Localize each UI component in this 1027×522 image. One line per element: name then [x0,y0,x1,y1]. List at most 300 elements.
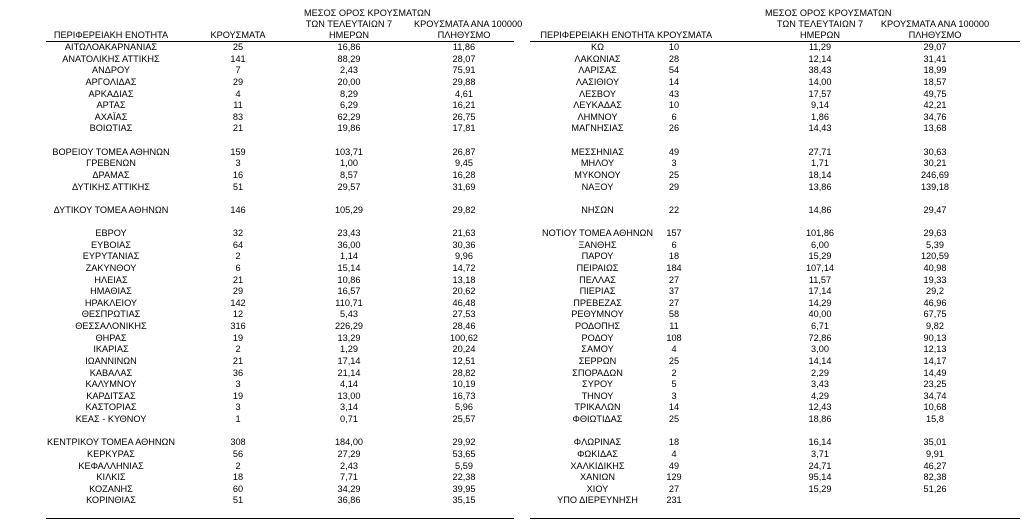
region-cell: ΦΛΩΡΙΝΑΣ [573,437,622,448]
per100k-cell: 40,98 [923,262,947,273]
table-row [46,309,514,321]
avg7-cell: 15,29 [808,483,832,494]
region-cell: ΦΘΙΩΤΙΔΑΣ [572,414,623,424]
cases-cell: 43 [668,88,680,99]
region-cell: ΧΑΝΙΩΝ [580,472,615,483]
per100k-cell: 28,82 [452,367,476,378]
cases-cell: 16 [232,169,244,180]
table-row [530,170,1020,182]
region-header: ΠΕΡΙΦΕΡΕΙΑΚΗ ΕΝΟΤΗΤΑ [53,30,169,40]
table-row [530,368,1020,380]
table-row [530,193,1020,205]
avg7-cell: 1,14 [340,251,358,262]
avg-header-line1: ΜΕΣΟΣ ΟΡΟΣ ΚΡΟΥΣΜΑΤΩΝ [304,8,431,18]
per100k-cell: 4,61 [455,88,473,99]
cases-cell: 37 [668,286,680,297]
table-row [530,402,1020,414]
table-row [530,100,1020,112]
per100k-cell: 27,53 [452,309,476,320]
cases-header: ΚΡΟΥΣΜΑΤΑ [210,30,266,40]
region-cell: ΛΕΣΒΟΥ [578,88,617,99]
region-cell: ΑΡΚΑΔΙΑΣ [88,88,134,99]
table-row [46,275,514,287]
region-cell: ΙΚΑΡΙΑΣ [93,344,129,355]
avg7-cell: 9,14 [811,100,829,111]
avg7-cell: 21,14 [337,367,361,378]
table-row [530,437,1020,449]
region-cell: ΧΑΛΚΙΔΙΚΗΣ [570,460,625,471]
table-row [530,286,1020,298]
cases-cell: 54 [668,65,680,76]
region-cell: ΘΕΣΠΡΩΤΙΑΣ [81,309,141,320]
cases-cell: 7 [235,65,241,76]
per100k-cell: 120,59 [920,251,950,262]
per100k-header-line2: ΠΛΗΘΥΣΜΟ [437,30,491,40]
region-cell: ΛΑΣΙΘΙΟΥ [575,76,620,87]
table-row [46,205,514,217]
avg7-cell: 62,29 [337,111,361,122]
table-row [46,216,514,228]
table-row [46,321,514,333]
avg7-cell: 2,29 [811,367,829,378]
avg-header-line2: ΤΩΝ ΤΕΛΕΥΤΑΙΩΝ 7 [305,19,393,29]
per100k-header-line2: ΠΛΗΘΥΣΜΟ [908,30,962,40]
avg7-cell: 95,14 [808,472,832,483]
avg-header-line3: ΗΜΕΡΩΝ [328,30,370,40]
region-cell: ΛΗΜΝΟΥ [577,111,618,122]
per100k-cell: 9,91 [926,448,944,459]
table-row [530,484,1020,496]
cases-cell: 11 [233,100,243,111]
table-row [530,298,1020,310]
table-row [46,240,514,252]
table-row [530,449,1020,461]
avg7-cell: 11,57 [808,274,832,285]
avg7-cell: 3,43 [811,379,829,390]
cases-cell: 32 [232,228,244,238]
avg7-cell: 0,71 [340,414,358,424]
table-row [46,112,514,124]
table-row [46,182,514,194]
table-row [530,77,1020,89]
avg7-cell: 14,29 [808,297,832,308]
cases-cell: 27 [668,483,680,494]
avg7-cell: 4,14 [340,379,358,390]
region-cell: ΝΟΤΙΟΥ ΤΟΜΕΑ ΑΘΗΝΩΝ [541,228,654,238]
cases-cell: 129 [666,472,682,483]
avg7-cell: 2,43 [340,65,358,76]
avg7-cell: 105,29 [334,204,364,215]
per100k-cell: 5,96 [455,402,473,413]
right-table [530,0,1020,506]
per100k-cell: 10,68 [923,402,947,413]
avg7-cell: 1,00 [340,158,358,169]
region-cell: ΚΑΣΤΟΡΙΑΣ [85,402,137,413]
table-row [46,426,514,438]
per100k-cell: 23,25 [923,379,947,390]
cases-cell: 51 [232,181,244,192]
per100k-cell: 13,18 [452,274,476,285]
cases-cell: 19 [232,390,244,401]
table-row [530,344,1020,356]
avg7-cell: 88,29 [337,53,361,64]
avg7-cell: 101,86 [805,228,835,238]
table-row [530,275,1020,287]
cases-cell: 3 [235,158,241,169]
table-row [530,182,1020,194]
avg7-cell: 14,86 [808,204,832,215]
table-row [46,158,514,170]
table-row [46,298,514,310]
table-row [46,495,514,507]
per100k-header-line1: ΚΡΟΥΣΜΑΤΑ ΑΝΑ 100000 [880,19,990,29]
avg7-cell: 3,71 [811,448,829,459]
per100k-cell: 20,62 [452,286,476,297]
avg7-cell: 24,71 [808,460,832,471]
cases-cell: 11 [669,321,679,331]
per100k-cell: 20,24 [452,344,476,355]
table-row [530,356,1020,368]
region-cell: ΣΕΡΡΩΝ [578,355,617,366]
per100k-cell: 30,21 [923,158,947,169]
avg7-cell: 17,14 [337,355,361,366]
cases-cell: 2 [235,251,241,262]
cases-cell: 3 [671,158,677,169]
per100k-cell: 90,13 [923,332,947,343]
per100k-cell: 53,65 [452,448,476,459]
per100k-cell: 25,57 [452,414,476,424]
per100k-cell: 46,27 [923,460,947,471]
avg7-cell: 10,86 [337,274,361,285]
per100k-cell: 11,86 [452,42,476,52]
left-table-header [46,0,523,42]
region-cell: ΠΑΡΟΥ [581,251,614,262]
table-row [46,147,514,159]
table-row [530,216,1020,228]
table-row [46,437,514,449]
cases-cell: 83 [232,111,244,122]
avg7-cell: 226,29 [334,321,364,331]
cases-cell: 5 [671,379,677,390]
region-cell: ΜΑΓΝΗΣΙΑΣ [571,123,624,134]
avg7-cell: 6,71 [811,321,829,331]
table-row [46,170,514,182]
bottom-rule [530,518,1020,519]
per100k-cell: 139,18 [920,181,950,192]
cases-cell: 29 [232,286,244,297]
region-cell: ΔΥΤΙΚΗΣ ΑΤΤΙΚΗΣ [72,181,150,192]
table-row [46,193,514,205]
per100k-cell: 17,81 [452,123,476,134]
left-table-body [46,42,514,507]
avg7-cell: 2,43 [340,460,358,471]
region-cell: ΣΠΟΡΑΔΩΝ [572,367,623,378]
avg7-cell: 19,86 [337,123,361,134]
avg7-cell: 29,57 [337,181,361,192]
table-row [46,368,514,380]
table-row [46,54,514,66]
per100k-cell: 30,63 [923,146,947,157]
region-cell: ΗΡΑΚΛΕΙΟΥ [84,297,138,308]
region-cell: ΝΗΣΩΝ [581,204,614,215]
per100k-cell: 26,75 [452,111,476,122]
avg7-cell: 16,86 [337,42,361,52]
region-cell: ΕΒΡΟΥ [95,228,127,238]
table-row [530,123,1020,135]
per100k-cell: 18,57 [923,76,947,87]
cases-cell: 14 [668,402,680,413]
per100k-cell: 12,51 [452,355,476,366]
avg7-cell: 27,29 [337,448,361,459]
table-row [46,77,514,89]
region-cell: ΠΙΕΡΙΑΣ [579,286,616,297]
table-row [530,89,1020,101]
avg7-cell: 36,86 [337,495,361,506]
per100k-cell: 49,75 [923,88,947,99]
table-row [46,135,514,147]
table-row [530,461,1020,473]
region-header: ΠΕΡΙΦΕΡΕΙΑΚΗ ΕΝΟΤΗΤΑ [540,30,655,40]
per100k-cell: 29,47 [923,204,947,215]
table-row [46,356,514,368]
region-cell: ΛΕΥΚΑΔΑΣ [573,100,622,111]
avg7-cell: 12,14 [808,53,832,64]
cases-cell: 10 [668,100,680,111]
per100k-cell: 26,87 [452,146,476,157]
region-cell: ΒΟΙΩΤΙΑΣ [89,123,133,134]
region-cell: ΛΑΚΩΝΙΑΣ [574,53,621,64]
cases-cell: 58 [668,309,680,320]
cases-cell: 49 [668,460,680,471]
avg7-cell: 1,29 [340,344,358,355]
region-cell: ΠΕΛΛΑΣ [579,274,616,285]
avg7-cell: 6,29 [340,100,358,111]
cases-cell: 184 [666,262,682,273]
region-cell: ΤΡΙΚΑΛΩΝ [574,402,621,413]
region-cell: ΡΟΔΟΥ [581,332,614,343]
right-table-header [530,0,1020,42]
cases-cell: 27 [668,274,680,285]
region-cell: ΑΝΑΤΟΛΙΚΗΣ ΑΤΤΙΚΗΣ [62,53,160,64]
cases-cell: 21 [232,123,244,134]
table-row [46,228,514,240]
per100k-cell: 246,69 [920,169,950,180]
table-row [530,240,1020,252]
table-row [46,42,514,54]
avg7-cell: 8,57 [340,169,358,180]
avg7-cell: 3,14 [340,402,358,413]
cases-cell: 157 [666,228,682,238]
region-cell: ΡΟΔΟΠΗΣ [574,321,621,331]
avg7-cell: 103,71 [334,146,364,157]
avg7-cell: 13,00 [337,390,361,401]
per100k-cell: 42,21 [923,100,947,111]
cases-cell: 29 [668,181,680,192]
avg7-cell: 40,00 [808,309,832,320]
table-row [46,251,514,263]
region-cell: ΚΑΛΥΜΝΟΥ [85,379,137,390]
cases-cell: 49 [668,146,680,157]
cases-cell: 146 [230,204,246,215]
region-cell: ΑΙΤΩΛΟΑΚΑΡΝΑΝΙΑΣ [64,42,158,52]
cases-cell: 159 [230,146,246,157]
region-cell: ΜΗΛΟΥ [580,158,615,169]
per100k-header-line1: ΚΡΟΥΣΜΑΤΑ ΑΝΑ 100000 [414,19,523,29]
per100k-cell: 5,59 [455,460,473,471]
per100k-cell: 39,95 [452,483,476,494]
per100k-cell: 29,88 [452,76,476,87]
cases-cell: 14 [668,76,680,87]
table-row [46,414,514,426]
right-table-body [530,42,1020,507]
region-cell: ΝΑΞΟΥ [581,181,614,192]
table-row [530,42,1020,54]
table-row [46,344,514,356]
avg7-cell: 3,00 [811,344,829,355]
avg7-cell: 17,57 [808,88,832,99]
per100k-cell: 9,82 [926,321,944,331]
table-row [46,89,514,101]
cases-cell: 3 [671,390,677,401]
region-cell: ΚΑΡΔΙΤΣΑΣ [86,390,136,401]
per100k-cell: 28,46 [452,321,476,331]
region-cell: ΔΥΤΙΚΟΥ ΤΟΜΕΑ ΑΘΗΝΩΝ [53,204,169,215]
per100k-cell: 82,38 [923,472,947,483]
region-cell: ΥΠΟ ΔΙΕΡΕΥΝΗΣΗ [557,495,638,506]
per100k-cell: 10,19 [452,379,476,390]
table-row [530,228,1020,240]
cases-cell: 27 [668,297,680,308]
per100k-cell: 18,99 [923,65,947,76]
region-cell: ΑΝΔΡΟΥ [91,65,130,76]
region-cell: ΑΡΓΟΛΙΔΑΣ [85,76,137,87]
per100k-cell: 5,39 [926,239,944,250]
region-cell: ΒΟΡΕΙΟΥ ΤΟΜΕΑ ΑΘΗΝΩΝ [52,146,170,157]
cases-cell: 29 [232,76,244,87]
per100k-cell: 29,2 [926,286,944,297]
cases-cell: 26 [668,123,680,134]
table-row [530,321,1020,333]
per100k-cell: 31,41 [923,53,947,64]
per100k-cell: 100,62 [449,332,479,343]
avg7-cell: 14,43 [808,123,832,134]
region-cell: ΜΕΣΣΗΝΙΑΣ [571,146,624,157]
table-row [530,333,1020,345]
cases-cell: 231 [666,495,682,506]
avg7-cell: 15,29 [808,251,832,262]
table-row [530,263,1020,275]
per100k-cell: 46,96 [923,297,947,308]
cases-cell: 18 [232,472,244,483]
region-cell: ΡΕΘΥΜΝΟΥ [571,309,624,320]
avg7-cell: 4,29 [811,390,829,401]
cases-header: ΚΡΟΥΣΜΑΤΑ [657,30,713,40]
per100k-cell: 16,73 [452,390,476,401]
region-cell: ΦΩΚΙΔΑΣ [577,448,618,459]
table-row [46,123,514,135]
avg-header-line2: ΤΩΝ ΤΕΛΕΥΤΑΙΩΝ 7 [776,19,864,29]
cases-cell: 19 [232,332,244,343]
avg7-cell: 11,29 [808,42,832,52]
per100k-cell: 9,45 [455,158,473,169]
region-cell: ΣΑΜΟΥ [581,344,614,355]
avg7-cell: 1,86 [811,111,829,122]
cases-cell: 22 [668,204,680,215]
per100k-cell: 30,36 [452,239,476,250]
cases-cell: 2 [235,344,241,355]
region-cell: ΚΙΛΚΙΣ [96,472,126,483]
cases-cell: 2 [671,367,677,378]
cases-cell: 2 [235,460,241,471]
avg7-cell: 72,86 [808,332,832,343]
cases-cell: 308 [230,437,246,448]
table-row [46,379,514,391]
cases-cell: 12 [232,309,244,320]
avg7-cell: 27,71 [808,146,832,157]
cases-cell: 25 [668,169,680,180]
table-row [530,472,1020,484]
per100k-cell: 15,8 [926,414,944,424]
region-cell: ΗΜΑΘΙΑΣ [90,286,132,297]
table-row [530,65,1020,77]
region-cell: ΚΟΡΙΝΘΙΑΣ [86,495,136,506]
avg7-cell: 13,29 [337,332,361,343]
avg7-cell: 15,14 [337,262,361,273]
per100k-cell: 35,15 [452,495,476,506]
cases-cell: 60 [232,483,244,494]
cases-cell: 141 [230,53,246,64]
region-cell: ΚΕΑΣ - ΚΥΘΝΟΥ [75,414,147,424]
per100k-cell: 16,21 [452,100,476,111]
cases-cell: 4 [671,344,677,355]
per100k-cell: 29,82 [452,204,476,215]
cases-cell: 56 [232,448,244,459]
region-cell: ΞΑΝΘΗΣ [578,239,617,250]
region-cell: ΕΥΡΥΤΑΝΙΑΣ [82,251,140,262]
cases-cell: 142 [230,297,246,308]
avg7-cell: 5,43 [340,309,358,320]
per100k-cell: 16,28 [452,169,476,180]
table-row [46,402,514,414]
per100k-cell: 34,76 [923,111,947,122]
per100k-cell: 19,33 [923,274,947,285]
region-cell: ΣΥΡΟΥ [582,379,613,390]
cases-cell: 4 [671,448,677,459]
table-row [46,65,514,77]
region-cell: ΑΧΑΪΑΣ [94,111,128,122]
cases-cell: 21 [232,355,244,366]
region-cell: ΤΗΝΟΥ [581,390,614,401]
region-cell: ΚΕΡΚΥΡΑΣ [87,448,135,459]
region-cell: ΕΥΒΟΙΑΣ [91,239,131,250]
table-row [46,484,514,496]
table-row [46,286,514,298]
avg7-cell: 20,00 [337,76,361,87]
cases-cell: 6 [671,239,677,250]
cases-cell: 4 [235,88,241,99]
table-row [530,414,1020,426]
region-cell: ΘΗΡΑΣ [95,332,127,343]
cases-cell: 25 [668,414,680,424]
region-cell: ΑΡΤΑΣ [96,100,126,111]
table-row [46,391,514,403]
per100k-cell: 21,63 [452,228,476,238]
cases-cell: 64 [232,239,244,250]
region-cell: ΠΡΕΒΕΖΑΣ [573,297,622,308]
table-row [530,54,1020,66]
table-row [530,426,1020,438]
avg7-cell: 36,00 [337,239,361,250]
